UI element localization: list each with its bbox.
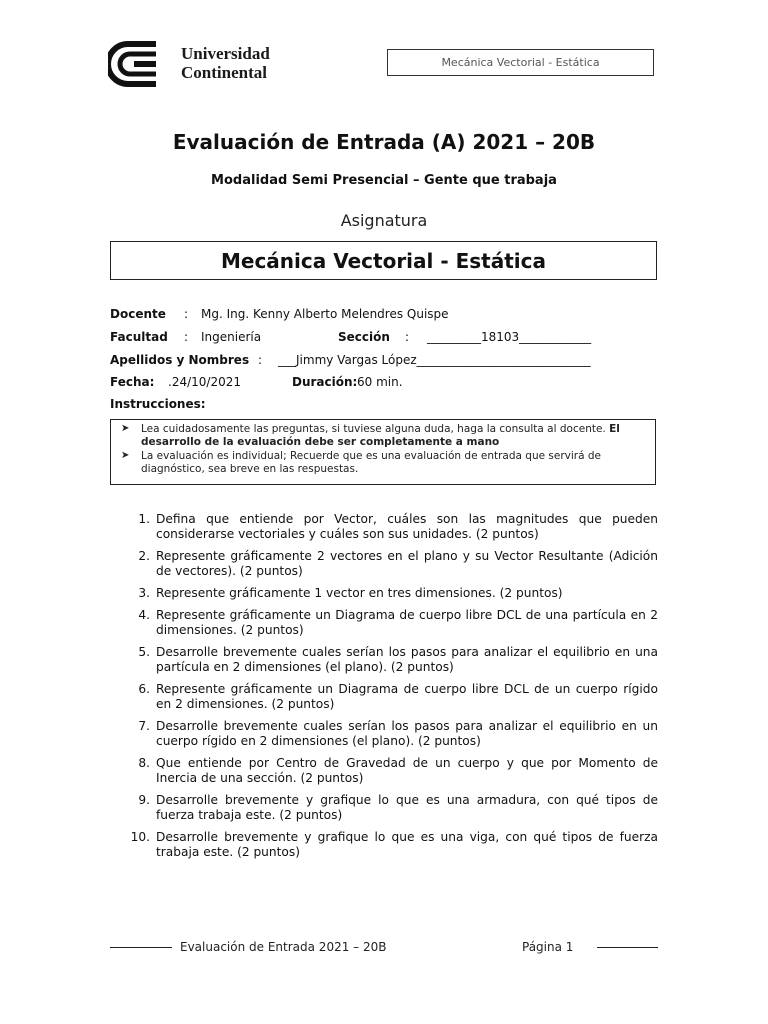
seccion-label: Sección <box>338 330 390 344</box>
instruction-item: ➤ Lea cuidadosamente las preguntas, si tuviese alguna duda, haga la consulta al docente. El desarrollo de la evaluación debe ser completamente a mano <box>121 423 620 448</box>
question-item: 9. Desarrolle brevemente y grafique lo que es una armadura, con qué tipos de fuerza trabaja este. (2 puntos) <box>138 793 658 822</box>
question-item: 7. Desarrolle brevemente cuales serían los pasos para analizar el equilibrio en un cuerpo rígido en 2 dimensiones (el plano). (2 puntos) <box>138 719 658 748</box>
seccion-value: _________18103____________ <box>427 330 592 344</box>
exam-subtitle: Modalidad Semi Presencial – Gente que trabaja <box>211 173 557 188</box>
course-tag: Mecánica Vectorial - Estática <box>387 49 654 76</box>
course-name-box: Mecánica Vectorial - Estática <box>110 241 657 280</box>
page-number: Página 1 <box>522 940 574 954</box>
apellidos-sep: : <box>258 353 263 367</box>
question-item: 8. Que entiende por Centro de Gravedad de un cuerpo y que por Momento de Inercia de una sección. (2 puntos) <box>138 756 658 785</box>
question-item: 2. Represente gráficamente 2 vectores en el plano y su Vector Resultante (Adición de vectores). (2 puntos) <box>138 549 658 578</box>
university-name: Universidad Continental <box>181 44 270 82</box>
facultad-label: Facultad <box>110 330 168 344</box>
footer-rule-right <box>597 947 658 948</box>
fecha-value: .24/10/2021 <box>168 375 241 389</box>
facultad-value: Ingeniería <box>201 330 262 344</box>
duracion-label: Duración: <box>292 375 358 389</box>
question-item: 1. Defina que entiende por Vector, cuáles son las magnitudes que pueden considerarse vectoriales y cuáles son sus unidades. (2 puntos) <box>138 512 658 541</box>
exam-title: Evaluación de Entrada (A) 2021 – 20B <box>172 130 596 154</box>
arrow-bullet-icon: ➤ <box>121 450 130 461</box>
apellidos-label: Apellidos y Nombres <box>110 353 250 367</box>
docente-sep: : <box>184 307 189 321</box>
question-list <box>110 512 658 867</box>
facultad-sep: : <box>184 330 189 344</box>
question-item: 5. Desarrolle brevemente cuales serían los pasos para analizar el equilibrio en una partícula en 2 dimensiones (el plano). (2 puntos) <box>138 645 658 674</box>
docente-label: Docente <box>110 307 166 321</box>
question-item: 6. Represente gráficamente un Diagrama de cuerpo libre DCL de un cuerpo rígido en 2 dimensiones. (2 puntos) <box>138 682 658 711</box>
duracion-value: 60 min. <box>357 375 403 389</box>
question-item: 10. Desarrolle brevemente y grafique lo que es una viga, con qué tipos de fuerza trabaja este. (2 puntos) <box>130 830 658 859</box>
asignatura-label: Asignatura <box>340 211 428 230</box>
fecha-label: Fecha: <box>110 375 155 389</box>
apellidos-value: ___Jimmy Vargas López_____________________________ <box>278 353 591 367</box>
footer-rule-left <box>110 947 172 948</box>
seccion-sep: : <box>405 330 410 344</box>
instrucciones-label: Instrucciones: <box>110 397 206 411</box>
instruction-item: ➤ La evaluación es individual; Recuerde que es una evaluación de entrada que servirá de diagnóstico, sea breve en las respuestas. <box>121 450 601 475</box>
docente-value: Mg. Ing. Kenny Alberto Melendres Quispe <box>201 307 449 321</box>
question-item: 3. Represente gráficamente 1 vector en tres dimensiones. (2 puntos) <box>138 586 563 600</box>
instructions-box <box>110 419 656 485</box>
question-item: 4. Represente gráficamente un Diagrama de cuerpo libre DCL de una partícula en 2 dimensiones. (2 puntos) <box>138 608 658 637</box>
university-logo <box>108 40 168 88</box>
footer-text: Evaluación de Entrada 2021 – 20B <box>180 940 387 954</box>
arrow-bullet-icon: ➤ <box>121 423 130 434</box>
